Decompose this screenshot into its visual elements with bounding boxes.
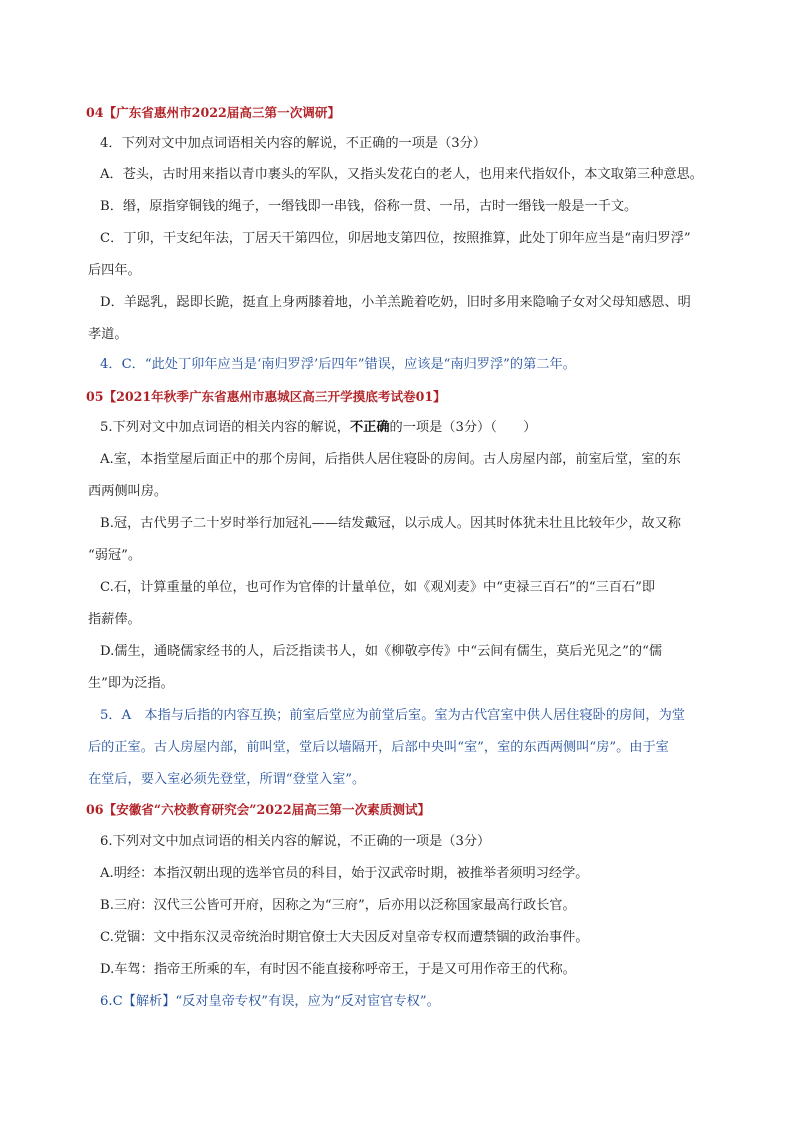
- option-5c: C.石，计算重量的单位，也可作为官俸的计量单位，如《观刈麦》中“吏禄三百石”的“三百石”即: [100, 580, 656, 595]
- option-4c: C．丁卯，干支纪年法，丁居天干第四位，卯居地支第四位，按照推算，此处丁卯年应当是“南归罗浮”: [100, 231, 691, 246]
- question-4: 4．下列对文中加点词语相关内容的解说，不正确的一项是（3分）: [100, 136, 487, 151]
- answer-5-line3: 在堂后，要入室必须先登堂，所谓“登堂入室”。: [88, 772, 366, 787]
- option-5b: B.冠，古代男子二十岁时举行加冠礼——结发戴冠，以示成人。因其时体犹未壮且比较年少，故又称: [100, 516, 681, 531]
- option-4d-cont: 孝道。: [88, 327, 128, 342]
- option-6d: D.车驾：指帝王所乘的车，有时因不能直接称呼帝王，于是又可用作帝王的代称。: [100, 962, 576, 977]
- option-4b: B．缗，原指穿铜钱的绳子，一缗钱即一串钱，俗称一贯、一吊，古时一缗钱一般是一千文。: [100, 199, 638, 214]
- question-5-pre: 5.下列对文中加点词语的相关内容的解说，: [100, 420, 350, 435]
- option-5b-cont: “弱冠”。: [88, 548, 142, 563]
- section-heading-04: 04【广东省惠州市2022届高三第一次调研】: [86, 105, 341, 120]
- option-4c-cont: 后四年。: [88, 263, 141, 278]
- answer-5-line1: 5．A 本指与后指的内容互换；前室后堂应为前堂后室。室为古代宫室中供人居住寝卧的房间，为堂: [100, 708, 685, 723]
- option-5d: D.儒生，通晓儒家经书的人，后泛指读书人，如《柳敬亭传》中“云间有儒生，莫后光见之”的“儒: [100, 644, 663, 659]
- option-5d-cont: 生”即为泛指。: [88, 676, 174, 691]
- answer-4: 4．C．“此处丁卯年应当是‘南归罗浮’后四年”错误，应该是“南归罗浮”的第二年。: [100, 357, 576, 372]
- option-6c: C.党锢：文中指东汉灵帝统治时期官僚士大夫因反对皇帝专权而遭禁锢的政治事件。: [100, 930, 589, 945]
- question-6: 6.下列对文中加点词语的相关内容的解说，不正确的一项是（3分）: [100, 834, 491, 849]
- option-4d: D．羊跽乳，跽即长跪，挺直上身两膝着地，小羊羔跪着吃奶，旧时多用来隐喻子女对父母知感恩、明: [100, 295, 691, 310]
- section-heading-06: 06【安徽省“六校教育研究会”2022届高三第一次素质测试】: [86, 802, 431, 817]
- option-5a-cont: 西两侧叫房。: [88, 484, 168, 499]
- option-4a: A．苍头，古时用来指以青巾裹头的军队，又指头发花白的老人，也用来代指奴仆，本文取第三种意思。: [100, 167, 703, 182]
- option-6b: B.三府：汉代三公皆可开府，因称之为“三府”，后亦用以泛称国家最高行政长官。: [100, 898, 576, 913]
- question-5-bold: 不正确: [349, 420, 390, 435]
- section-heading-05: 05【2021年秋季广东省惠州市惠城区高三开学摸底考试卷01】: [86, 389, 446, 404]
- question-5: [100, 419, 536, 437]
- option-5a: A.室，本指堂屋后面正中的那个房间，后指供人居住寝卧的房间。古人房屋内部，前室后堂，室的东: [100, 452, 681, 467]
- question-5-post: 的一项是（3分）（ ）: [389, 420, 537, 435]
- option-5c-cont: 指薪俸。: [88, 612, 141, 627]
- answer-6: 6.C【解析】“反对皇帝专权”有误，应为“反对宦官专权”。: [100, 994, 440, 1009]
- answer-5-line2: 后的正室。古人房屋内部，前叫堂，堂后以墙隔开，后部中央叫“室”，室的东西两侧叫“房”。由于室: [88, 740, 669, 755]
- option-6a: A.明经：本指汉朝出现的选举官员的科目，始于汉武帝时期，被推举者须明习经学。: [100, 866, 589, 881]
